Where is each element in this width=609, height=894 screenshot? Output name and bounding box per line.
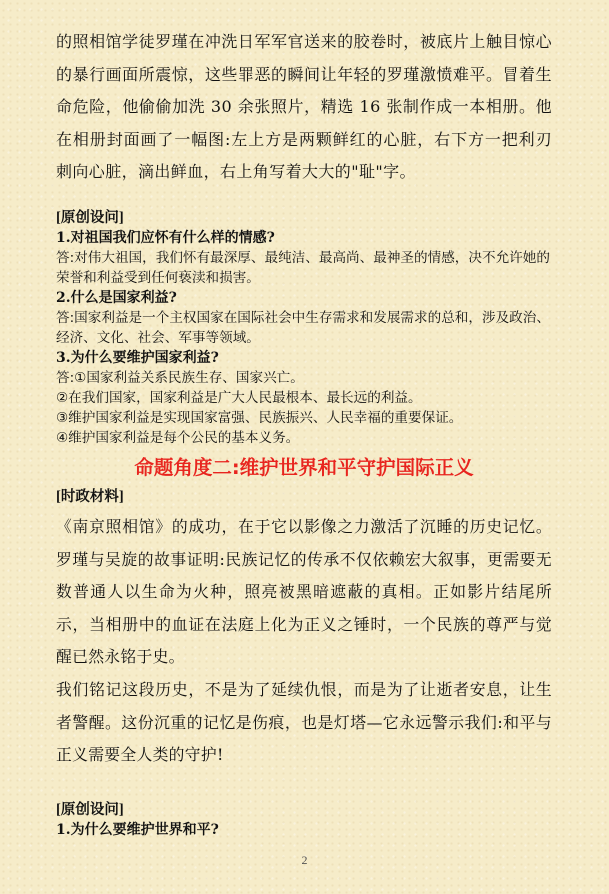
section-tag: [时政材料] (56, 489, 124, 505)
page-number: 2 (301, 853, 308, 867)
section-tag: [原创设问] (56, 210, 124, 226)
question-3: 3.为什么要维护国家利益? (56, 350, 219, 366)
intro-paragraph: 的照相馆学徒罗瑾在冲洗日军军官送来的胶卷时，被底片上触目惊心的暴行画面所震惊，这些罪恶的瞬间让年轻的罗瑾激愤难平。冒着生命危险，他偷偷加洗 30 余张照片，精选 16 张制作成一本相册。他在相册封面画了一幅图:左上方是两颗鲜红的心脏，右下方一把利刃刺向心脏，滴出鲜血，右上角写着大大的"耻"字。 (56, 32, 552, 182)
question-1: 1.为什么要维护世界和平? (56, 822, 219, 838)
section-tag: [原创设问] (56, 802, 124, 818)
material-paragraph-2: 我们铭记这段历史，不是为了延续仇恨，而是为了让逝者安息，让生者警醒。这份沉重的记忆是伤痕，也是灯塔—它永远警示我们:和平与正义需要全人类的守护! (56, 679, 552, 765)
answer-3-point-2: ②在我们国家，国家利益是广大人民最根本、最长远的利益。 (56, 390, 422, 406)
question-1: 1.对祖国我们应怀有什么样的情感? (56, 230, 275, 246)
answer-3-point-4: ④维护国家利益是每个公民的基本义务。 (56, 430, 300, 446)
current-affairs-section (56, 487, 552, 772)
material-paragraph-1: 《南京照相馆》的成功，在于它以影像之力激活了沉睡的历史记忆。罗瑾与吴旋的故事证明:民族记忆的传承不仅依赖宏大叙事，更需要无数普通人以生命为火种，照亮被黑暗遮蔽的真相。正如影片结尾所示，当相册中的血证在法庭上化为正义之锤时，一个民族的尊严与觉醒已然永铭于史。 (56, 517, 552, 667)
answer-2: 答:国家利益是一个主权国家在国际社会中生存需求和发展需求的总和，涉及政治、经济、文化、社会、军事等领域。 (56, 310, 550, 346)
answer-3-point-1: 答:①国家利益关系民族生存、国家兴亡。 (56, 370, 304, 386)
qa-section-national-interest (56, 208, 552, 448)
answer-1: 答:对伟大祖国，我们怀有最深厚、最纯洁、最高尚、最神圣的情感，决不允许她的荣誉和利益受到任何亵渎和损害。 (56, 250, 550, 286)
question-2: 2.什么是国家利益? (56, 290, 177, 306)
qa-section-world-peace (56, 800, 552, 840)
answer-3-point-3: ③维护国家利益是实现国家富强、民族振兴、人民幸福的重要保证。 (56, 410, 463, 426)
section-heading: 命题角度二:维护世界和平守护国际正义 (134, 456, 474, 479)
